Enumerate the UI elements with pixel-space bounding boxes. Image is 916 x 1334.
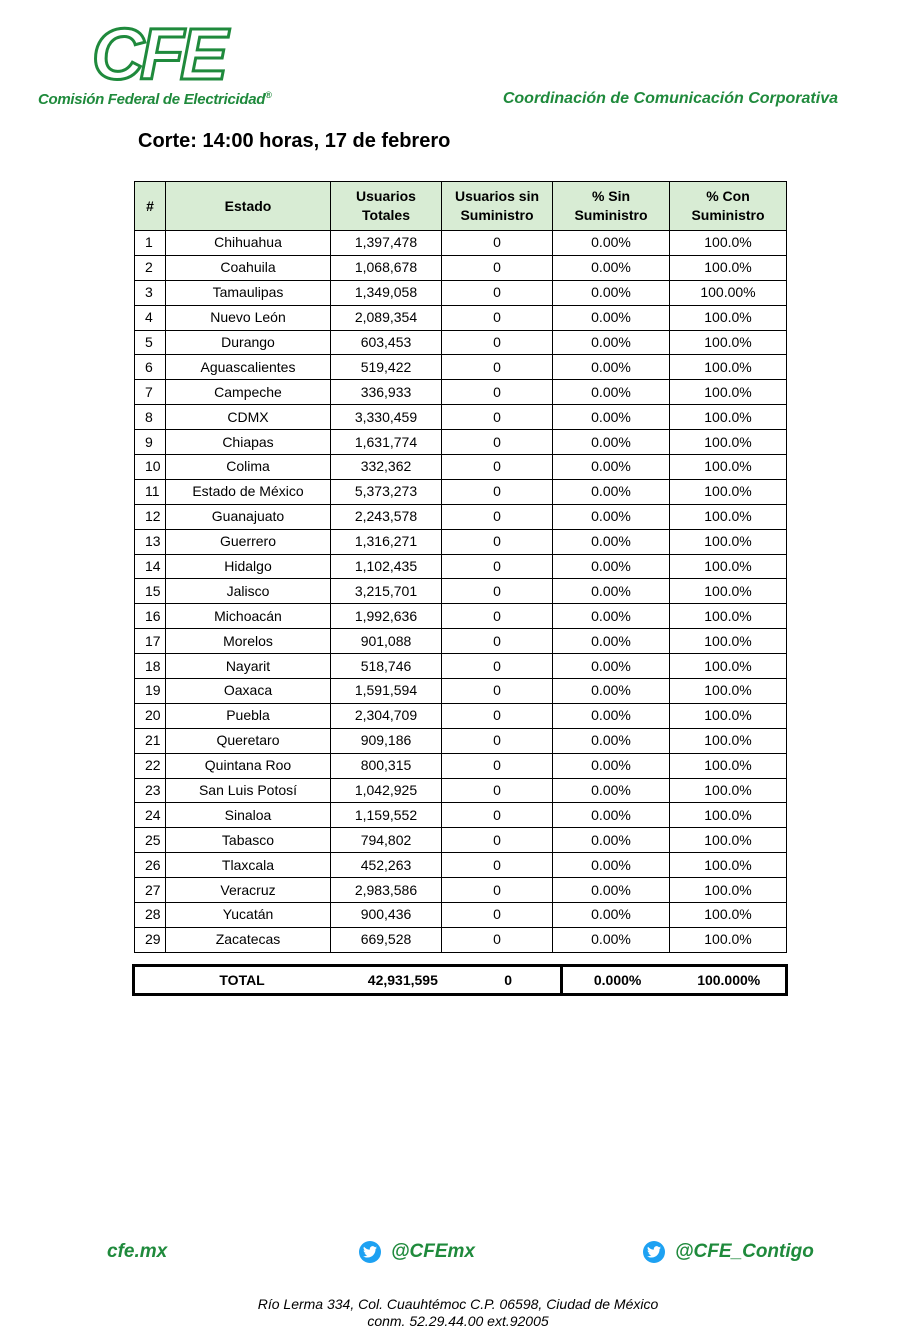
twitter-cfecontigo-link[interactable] [643,1241,814,1263]
row-pct-con: 100.0% [670,455,787,480]
row-pct-con: 100.0% [670,579,787,604]
row-usuarios-sin: 0 [442,255,553,280]
table-row [135,280,787,305]
row-estado: Chihuahua [166,231,331,256]
row-usuarios-sin: 0 [442,604,553,629]
header-usuarios-sin [442,182,553,231]
row-usuarios-totales: 909,186 [331,728,442,753]
row-usuarios-sin: 0 [442,778,553,803]
row-usuarios-totales: 452,263 [331,853,442,878]
table-row [135,604,787,629]
cfe-logo [38,15,298,115]
row-pct-sin: 0.00% [553,728,670,753]
row-number: 19 [135,679,166,704]
address-block [0,1296,916,1330]
row-pct-con: 100.0% [670,529,787,554]
row-usuarios-totales: 1,316,271 [331,529,442,554]
department-title: Coordinación de Comunicación Corporativa [502,90,838,107]
row-usuarios-sin: 0 [442,231,553,256]
row-usuarios-sin: 0 [442,828,553,853]
table-row [135,629,787,654]
row-pct-con: 100.0% [670,305,787,330]
row-number: 4 [135,305,166,330]
row-pct-con: 100.0% [670,728,787,753]
table-row [135,255,787,280]
row-pct-sin: 0.00% [553,554,670,579]
row-usuarios-sin: 0 [442,728,553,753]
row-number: 14 [135,554,166,579]
row-number: 21 [135,728,166,753]
row-number: 10 [135,455,166,480]
organization-name [38,90,271,108]
row-estado: Michoacán [166,604,331,629]
row-estado: Veracruz [166,878,331,903]
row-pct-con: 100.0% [670,355,787,380]
row-usuarios-sin: 0 [442,504,553,529]
row-number: 28 [135,903,166,928]
row-pct-con: 100.0% [670,405,787,430]
row-estado: Durango [166,330,331,355]
row-usuarios-sin: 0 [442,529,553,554]
row-usuarios-sin: 0 [442,927,553,952]
row-number: 11 [135,479,166,504]
row-pct-sin: 0.00% [553,927,670,952]
row-pct-sin: 0.00% [553,654,670,679]
row-usuarios-totales: 794,802 [331,828,442,853]
row-number: 26 [135,853,166,878]
total-pct-sin: 0.000% [561,966,672,995]
table-row [135,479,787,504]
table-row [135,878,787,903]
table-body [135,231,787,953]
row-pct-sin: 0.00% [553,380,670,405]
row-usuarios-sin: 0 [442,903,553,928]
row-pct-sin: 0.00% [553,405,670,430]
row-pct-con: 100.0% [670,778,787,803]
row-usuarios-sin: 0 [442,753,553,778]
row-number: 1 [135,231,166,256]
row-pct-sin: 0.00% [553,255,670,280]
header-estado: Estado [166,182,331,231]
row-usuarios-totales: 336,933 [331,380,442,405]
row-pct-sin: 0.00% [553,629,670,654]
table-row [135,753,787,778]
registered-mark: ® [265,90,272,100]
row-usuarios-sin: 0 [442,405,553,430]
table-row [135,529,787,554]
table-row [135,380,787,405]
row-number: 18 [135,654,166,679]
website-link[interactable]: cfe.mx [107,1241,168,1262]
row-usuarios-totales: 1,159,552 [331,803,442,828]
row-estado: Tabasco [166,828,331,853]
row-estado: Oaxaca [166,679,331,704]
row-pct-con: 100.0% [670,231,787,256]
table-row [135,803,787,828]
row-usuarios-sin: 0 [442,803,553,828]
row-estado: Puebla [166,703,331,728]
row-pct-con: 100.0% [670,554,787,579]
row-pct-con: 100.0% [670,803,787,828]
row-estado: Tlaxcala [166,853,331,878]
supply-table [134,181,787,953]
row-pct-con: 100.0% [670,629,787,654]
total-row [132,964,788,996]
table-header-row [135,182,787,231]
row-pct-con: 100.0% [670,479,787,504]
header-pct-sin-label: % Sin Suministro [574,188,648,223]
row-usuarios-totales: 669,528 [331,927,442,952]
row-pct-con: 100.0% [670,878,787,903]
row-pct-sin: 0.00% [553,479,670,504]
table-row [135,355,787,380]
row-pct-sin: 0.00% [553,604,670,629]
row-pct-sin: 0.00% [553,330,670,355]
row-usuarios-sin: 0 [442,380,553,405]
row-estado: Campeche [166,380,331,405]
row-number: 6 [135,355,166,380]
row-usuarios-sin: 0 [442,878,553,903]
row-pct-con: 100.0% [670,828,787,853]
row-pct-con: 100.0% [670,255,787,280]
row-usuarios-totales: 332,362 [331,455,442,480]
row-number: 3 [135,280,166,305]
header-pct-con [670,182,787,231]
row-pct-sin: 0.00% [553,828,670,853]
row-estado: Nayarit [166,654,331,679]
row-usuarios-totales: 3,330,459 [331,405,442,430]
row-pct-sin: 0.00% [553,703,670,728]
row-estado: Tamaulipas [166,280,331,305]
total-label: TOTAL [134,966,350,995]
table-row [135,728,787,753]
total-sin: 0 [457,966,562,995]
row-pct-con: 100.0% [670,330,787,355]
table-row [135,654,787,679]
address-line-1: Río Lerma 334, Col. Cuauhtémoc C.P. 06598, Ciudad de México [257,1296,659,1312]
row-estado: Chiapas [166,430,331,455]
row-estado: Quintana Roo [166,753,331,778]
twitter-cfemx-label: @CFEmx [391,1241,475,1262]
table-row [135,405,787,430]
row-estado: Colima [166,455,331,480]
header-number: # [135,182,166,231]
row-estado: Guerrero [166,529,331,554]
row-pct-sin: 0.00% [553,803,670,828]
row-number: 13 [135,529,166,554]
row-number: 2 [135,255,166,280]
row-pct-con: 100.00% [670,280,787,305]
row-usuarios-totales: 603,453 [331,330,442,355]
header-usuarios-sin-label: Usuarios sin Suministro [454,188,540,223]
row-estado: San Luis Potosí [166,778,331,803]
row-usuarios-totales: 2,243,578 [331,504,442,529]
row-number: 29 [135,927,166,952]
row-number: 16 [135,604,166,629]
twitter-cfemx-link[interactable] [359,1241,475,1263]
row-pct-con: 100.0% [670,504,787,529]
row-usuarios-totales: 1,068,678 [331,255,442,280]
table-row [135,231,787,256]
twitter-cfecontigo-label: @CFE_Contigo [675,1241,814,1262]
row-usuarios-totales: 2,089,354 [331,305,442,330]
row-pct-con: 100.0% [670,703,787,728]
row-number: 22 [135,753,166,778]
row-pct-sin: 0.00% [553,679,670,704]
row-number: 5 [135,330,166,355]
table-row [135,828,787,853]
table-row [135,703,787,728]
row-usuarios-totales: 1,397,478 [331,231,442,256]
row-pct-con: 100.0% [670,679,787,704]
cfe-logo-text: CFE [92,15,224,95]
row-usuarios-sin: 0 [442,479,553,504]
row-pct-sin: 0.00% [553,778,670,803]
table-row [135,903,787,928]
row-number: 25 [135,828,166,853]
row-pct-sin: 0.00% [553,903,670,928]
row-usuarios-totales: 2,983,586 [331,878,442,903]
row-number: 12 [135,504,166,529]
row-number: 15 [135,579,166,604]
row-pct-con: 100.0% [670,604,787,629]
row-estado: Sinaloa [166,803,331,828]
table-row [135,455,787,480]
row-pct-con: 100.0% [670,927,787,952]
row-estado: Coahuila [166,255,331,280]
row-usuarios-sin: 0 [442,629,553,654]
header-usuarios-totales [331,182,442,231]
row-pct-con: 100.0% [670,753,787,778]
row-usuarios-totales: 519,422 [331,355,442,380]
total-usuarios: 42,931,595 [349,966,456,995]
row-usuarios-totales: 901,088 [331,629,442,654]
row-pct-con: 100.0% [670,654,787,679]
row-usuarios-sin: 0 [442,579,553,604]
row-number: 20 [135,703,166,728]
row-estado: Queretaro [166,728,331,753]
row-estado: Yucatán [166,903,331,928]
row-estado: Hidalgo [166,554,331,579]
row-pct-con: 100.0% [670,853,787,878]
row-usuarios-totales: 1,631,774 [331,430,442,455]
twitter-bird-icon [643,1241,665,1263]
organization-label: Comisión Federal de Electricidad [38,91,266,108]
row-pct-sin: 0.00% [553,280,670,305]
row-number: 17 [135,629,166,654]
table-row [135,778,787,803]
row-usuarios-sin: 0 [442,703,553,728]
cutoff-heading: Corte: 14:00 horas, 17 de febrero [138,130,451,152]
row-pct-sin: 0.00% [553,355,670,380]
row-estado: Zacatecas [166,927,331,952]
row-estado: CDMX [166,405,331,430]
row-usuarios-sin: 0 [442,654,553,679]
header-usuarios-totales-label: Usuarios Totales [356,188,416,223]
row-usuarios-sin: 0 [442,554,553,579]
row-pct-sin: 0.00% [553,529,670,554]
table-row [135,679,787,704]
row-usuarios-sin: 0 [442,430,553,455]
row-number: 9 [135,430,166,455]
row-usuarios-totales: 5,373,273 [331,479,442,504]
total-pct-con: 100.000% [672,966,786,995]
row-number: 27 [135,878,166,903]
row-pct-sin: 0.00% [553,853,670,878]
table-row [135,579,787,604]
header-pct-sin [553,182,670,231]
row-usuarios-totales: 1,102,435 [331,554,442,579]
table-row [135,853,787,878]
row-usuarios-totales: 1,992,636 [331,604,442,629]
row-estado: Morelos [166,629,331,654]
row-usuarios-totales: 900,436 [331,903,442,928]
row-pct-sin: 0.00% [553,579,670,604]
row-usuarios-sin: 0 [442,280,553,305]
table-row [135,430,787,455]
row-pct-con: 100.0% [670,380,787,405]
row-usuarios-sin: 0 [442,679,553,704]
row-usuarios-totales: 3,215,701 [331,579,442,604]
row-pct-sin: 0.00% [553,878,670,903]
table-row [135,554,787,579]
table-row [135,330,787,355]
table-row [135,305,787,330]
row-number: 8 [135,405,166,430]
row-pct-sin: 0.00% [553,504,670,529]
row-usuarios-totales: 800,315 [331,753,442,778]
header-pct-con-label: % Con Suministro [691,188,765,223]
row-pct-con: 100.0% [670,430,787,455]
row-number: 24 [135,803,166,828]
row-usuarios-totales: 518,746 [331,654,442,679]
row-estado: Nuevo León [166,305,331,330]
row-estado: Jalisco [166,579,331,604]
row-pct-sin: 0.00% [553,430,670,455]
row-usuarios-totales: 2,304,709 [331,703,442,728]
row-estado: Aguascalientes [166,355,331,380]
row-usuarios-sin: 0 [442,853,553,878]
row-pct-sin: 0.00% [553,231,670,256]
row-number: 7 [135,380,166,405]
row-usuarios-totales: 1,042,925 [331,778,442,803]
row-estado: Estado de México [166,479,331,504]
table-row [135,927,787,952]
row-pct-sin: 0.00% [553,753,670,778]
twitter-bird-icon [359,1241,381,1263]
row-pct-sin: 0.00% [553,305,670,330]
row-pct-sin: 0.00% [553,455,670,480]
address-line-2: conm. 52.29.44.00 ext.92005 [367,1313,549,1329]
row-usuarios-sin: 0 [442,330,553,355]
row-usuarios-totales: 1,349,058 [331,280,442,305]
row-usuarios-sin: 0 [442,355,553,380]
row-estado: Guanajuato [166,504,331,529]
row-number: 23 [135,778,166,803]
table-row [135,504,787,529]
row-usuarios-sin: 0 [442,455,553,480]
row-usuarios-totales: 1,591,594 [331,679,442,704]
row-usuarios-sin: 0 [442,305,553,330]
row-pct-con: 100.0% [670,903,787,928]
